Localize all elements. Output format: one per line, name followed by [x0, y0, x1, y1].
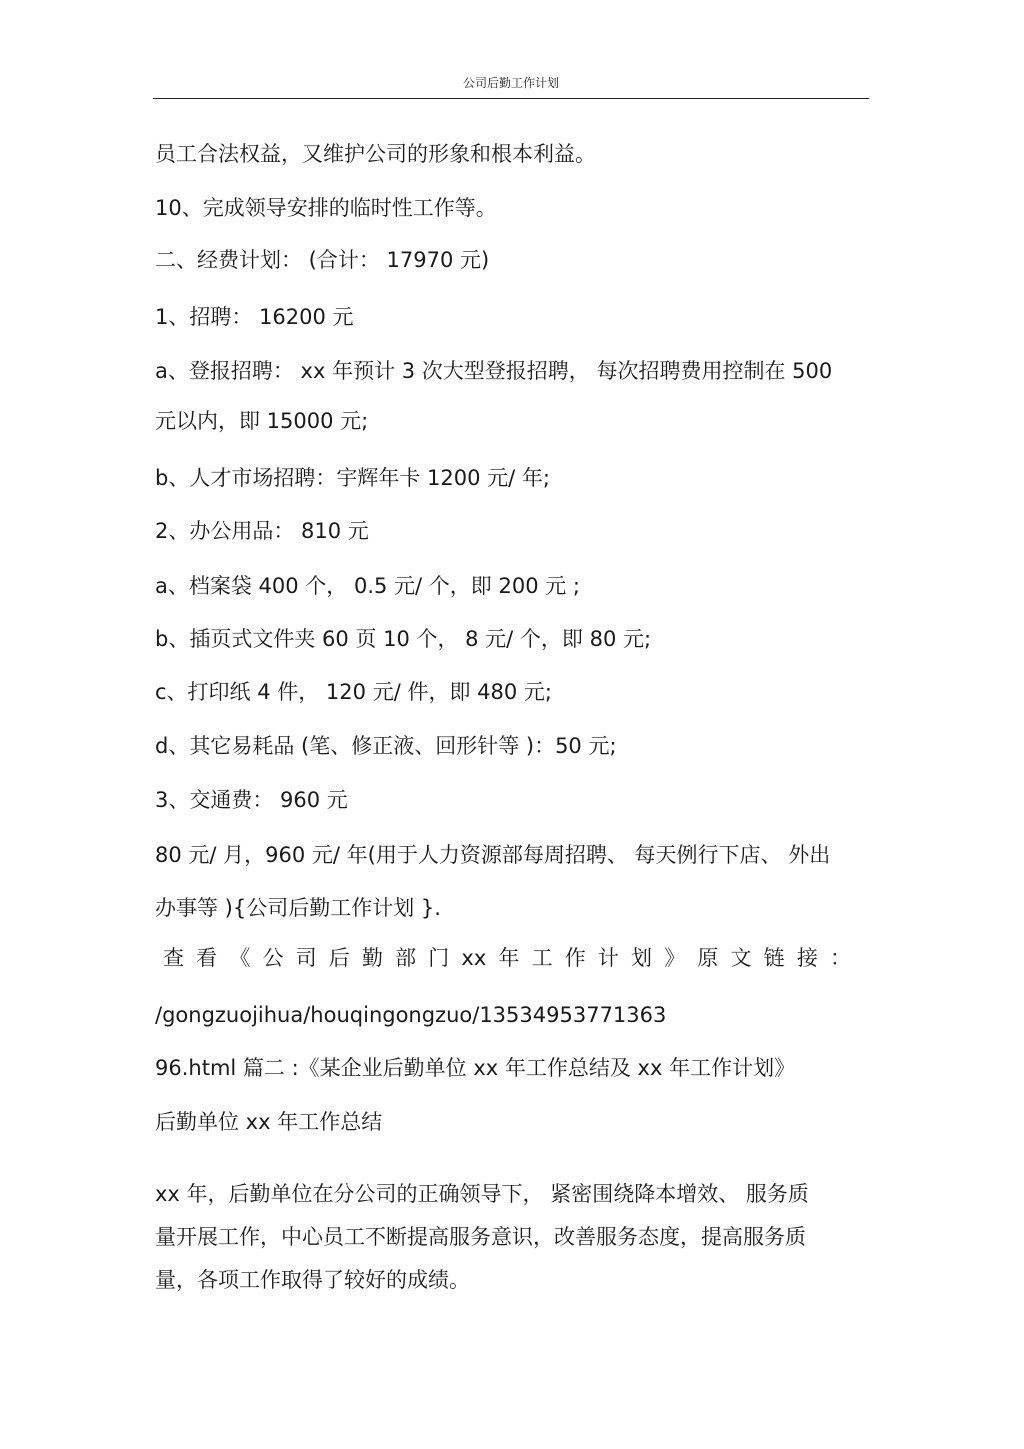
spaced-char: 年	[498, 946, 520, 970]
text-line: 元以内，即 15000 元;	[155, 409, 369, 433]
text-line: 办事等 ){公司后勤工作计划 }.	[155, 896, 441, 920]
spaced-char: 接	[796, 946, 818, 970]
text-line: b、人才市场招聘：宇辉年卡 1200 元/ 年;	[155, 466, 550, 490]
spaced-char: 司	[295, 946, 317, 970]
spaced-char: xx	[461, 946, 487, 970]
section-heading: 后勤单位 xx 年工作总结	[155, 1110, 383, 1134]
spaced-char: 计	[597, 946, 619, 970]
text-line: b、插页式文件夹 60 页 10 个， 8 元/ 个，即 80 元;	[155, 627, 652, 651]
page-header: 公司后勤工作计划	[462, 76, 559, 90]
source-link-url: /gongzuojihua/houqingongzuo/13534953771363	[155, 1003, 667, 1027]
spaced-char: 划	[631, 946, 653, 970]
text-line: 80 元/ 月，960 元/ 年(用于人力资源部每周招聘、 每天例行下店、 外出	[155, 843, 831, 867]
header-rule	[153, 98, 869, 99]
spaced-char: 部	[395, 946, 417, 970]
spaced-char: ：	[829, 946, 851, 970]
text-line: 2、办公用品： 810 元	[155, 519, 369, 543]
spaced-char: 链	[763, 946, 785, 970]
spaced-char: 《	[229, 946, 251, 970]
spaced-char: 文	[730, 946, 752, 970]
text-line: d、其它易耗品 (笔、修正液、回形针等 )：50 元;	[155, 734, 617, 758]
text-line: 1、招聘： 16200 元	[155, 305, 354, 329]
text-line: 10、完成领导安排的临时性工作等。	[155, 196, 497, 220]
spaced-char: 门	[428, 946, 450, 970]
spaced-char: 原	[697, 946, 719, 970]
source-link-label	[163, 944, 851, 972]
text-line: 量开展工作，中心员工不断提高服务意识，改善服务态度，提高服务质	[155, 1225, 806, 1249]
text-line: c、打印纸 4 件， 120 元/ 件，即 480 元;	[155, 680, 552, 704]
spaced-char: 公	[262, 946, 284, 970]
spaced-char: 工	[531, 946, 553, 970]
spaced-char: 看	[196, 946, 218, 970]
spaced-char: 后	[328, 946, 350, 970]
spaced-char: 查	[163, 946, 184, 970]
text-line: 量，各项工作取得了较好的成绩。	[155, 1268, 470, 1292]
text-line: a、档案袋 400 个， 0.5 元/ 个，即 200 元 ;	[155, 574, 580, 598]
text-line: 96.html 篇二 :《某企业后勤单位 xx 年工作总结及 xx 年工作计划》	[155, 1056, 796, 1080]
text-line: a、登报招聘： xx 年预计 3 次大型登报招聘， 每次招聘费用控制在 500	[155, 359, 833, 383]
spaced-char: 》	[664, 946, 686, 970]
text-line: 员工合法权益，又维护公司的形象和根本利益。	[155, 142, 596, 166]
text-line: xx 年，后勤单位在分公司的正确领导下， 紧密围绕降本增效、 服务质	[155, 1182, 809, 1206]
spaced-char: 作	[564, 946, 586, 970]
text-line: 3、交通费： 960 元	[155, 788, 348, 812]
section-heading: 二、经费计划： (合计： 17970 元)	[155, 248, 490, 272]
spaced-char: 勤	[361, 946, 383, 970]
